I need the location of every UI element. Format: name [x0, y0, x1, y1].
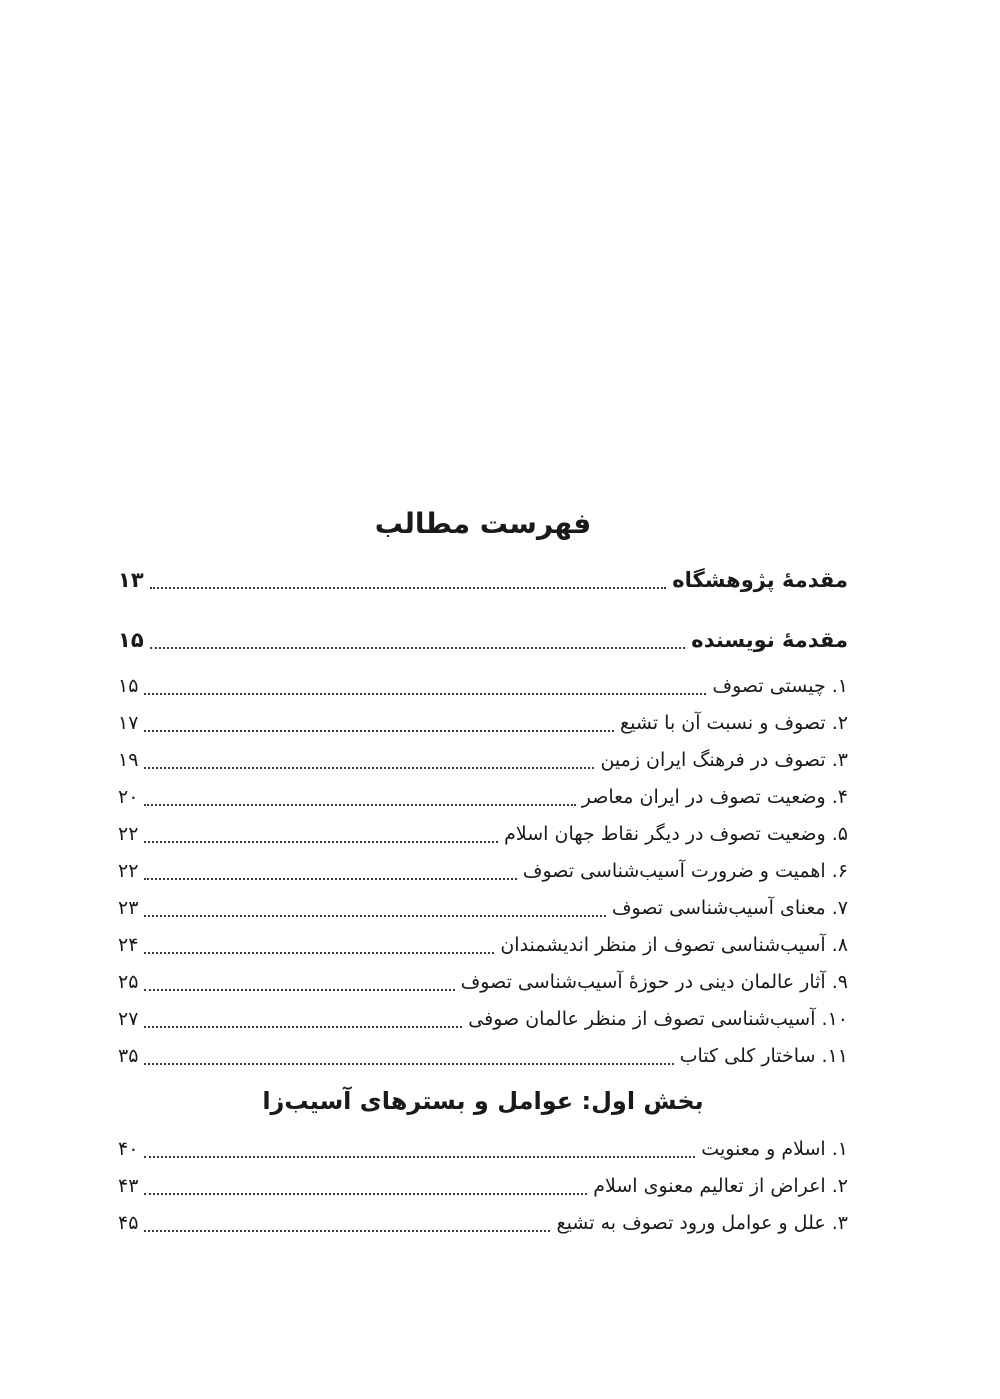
entry-label: ۱۱. ساختار کلی کتاب	[679, 1045, 848, 1067]
toc-entry	[118, 782, 848, 812]
entry-label: ۱۰. آسیب‌شناسی تصوف از منظر عالمان صوفی	[468, 1008, 848, 1030]
toc-entry	[118, 565, 848, 595]
entry-page-number: ۱۵	[118, 675, 139, 697]
entry-page-number: ۲۵	[118, 971, 139, 993]
toc-entry	[118, 967, 848, 997]
dot-leader	[150, 587, 667, 589]
toc-entry	[118, 1041, 848, 1071]
entry-label: ۵. وضعیت تصوف در دیگر نقاط جهان اسلام	[504, 823, 848, 845]
entry-page-number: ۳۵	[118, 1045, 139, 1067]
dot-leader	[144, 1063, 673, 1065]
dot-leader	[144, 841, 498, 843]
dot-leader	[144, 1156, 695, 1158]
entry-label: ۹. آثار عالمان دینی در حوزۀ آسیب‌شناسی تصوف	[460, 971, 848, 993]
toc-entry	[118, 745, 848, 775]
toc-entry	[118, 1134, 848, 1164]
dot-leader	[144, 878, 516, 880]
entry-page-number: ۴۵	[118, 1212, 139, 1234]
entry-page-number: ۲۲	[118, 823, 139, 845]
dot-leader	[144, 1230, 550, 1232]
entry-label: ۱. اسلام و معنویت	[701, 1138, 848, 1160]
entry-label: ۱. چیستی تصوف	[712, 675, 848, 697]
front-matter-entries	[118, 565, 848, 655]
part-one-heading: بخش اول: عوامل و بسترهای آسیب‌زا	[262, 1087, 704, 1115]
toc-title: فهرست مطالب	[374, 507, 592, 540]
entry-page-number: ۴۰	[118, 1138, 139, 1160]
entry-page-number: ۲۰	[118, 786, 139, 808]
dot-leader	[144, 730, 614, 732]
dot-leader	[144, 1193, 587, 1195]
dot-leader	[144, 693, 706, 695]
toc-entry	[118, 1004, 848, 1034]
entry-label: مقدمۀ نویسنده	[691, 628, 848, 652]
toc-entry	[118, 708, 848, 738]
toc-entry	[118, 671, 848, 701]
entry-page-number: ۲۲	[118, 860, 139, 882]
dot-leader	[144, 1026, 462, 1028]
entry-label: ۷. معنای آسیب‌شناسی تصوف	[611, 897, 848, 919]
entry-label: ۳. علل و عوامل ورود تصوف به تشیع	[556, 1212, 848, 1234]
dot-leader	[144, 804, 575, 806]
toc-entry	[118, 856, 848, 886]
introduction-entries	[118, 671, 848, 1071]
dot-leader	[144, 989, 454, 991]
entry-page-number: ۴۳	[118, 1175, 139, 1197]
entry-page-number: ۱۵	[118, 628, 144, 652]
dot-leader	[144, 915, 605, 917]
toc-entry	[118, 1171, 848, 1201]
entry-label: ۴. وضعیت تصوف در ایران معاصر	[581, 786, 848, 808]
dot-leader	[144, 767, 594, 769]
entry-page-number: ۱۹	[118, 749, 139, 771]
toc-entry	[118, 1208, 848, 1238]
toc-entry	[118, 625, 848, 655]
entry-page-number: ۱۷	[118, 712, 139, 734]
entry-page-number: ۲۳	[118, 897, 139, 919]
table-of-contents	[118, 503, 848, 1238]
entry-label: ۳. تصوف در فرهنگ ایران زمین	[600, 749, 848, 771]
toc-entry	[118, 893, 848, 923]
dot-leader	[144, 952, 494, 954]
entry-page-number: ۲۴	[118, 934, 139, 956]
part-one-entries	[118, 1134, 848, 1238]
entry-label: ۲. اعراض از تعالیم معنوی اسلام	[593, 1175, 848, 1197]
entry-label: ۲. تصوف و نسبت آن با تشیع	[620, 712, 848, 734]
entry-label: ۸. آسیب‌شناسی تصوف از منظر اندیشمندان	[500, 934, 848, 956]
entry-label: ۶. اهمیت و ضرورت آسیب‌شناسی تصوف	[522, 860, 848, 882]
entry-page-number: ۲۷	[118, 1008, 139, 1030]
dot-leader	[150, 647, 686, 649]
entry-page-number: ۱۳	[118, 568, 144, 592]
toc-entry	[118, 819, 848, 849]
toc-entry	[118, 930, 848, 960]
entry-label: مقدمۀ پژوهشگاه	[672, 568, 848, 592]
